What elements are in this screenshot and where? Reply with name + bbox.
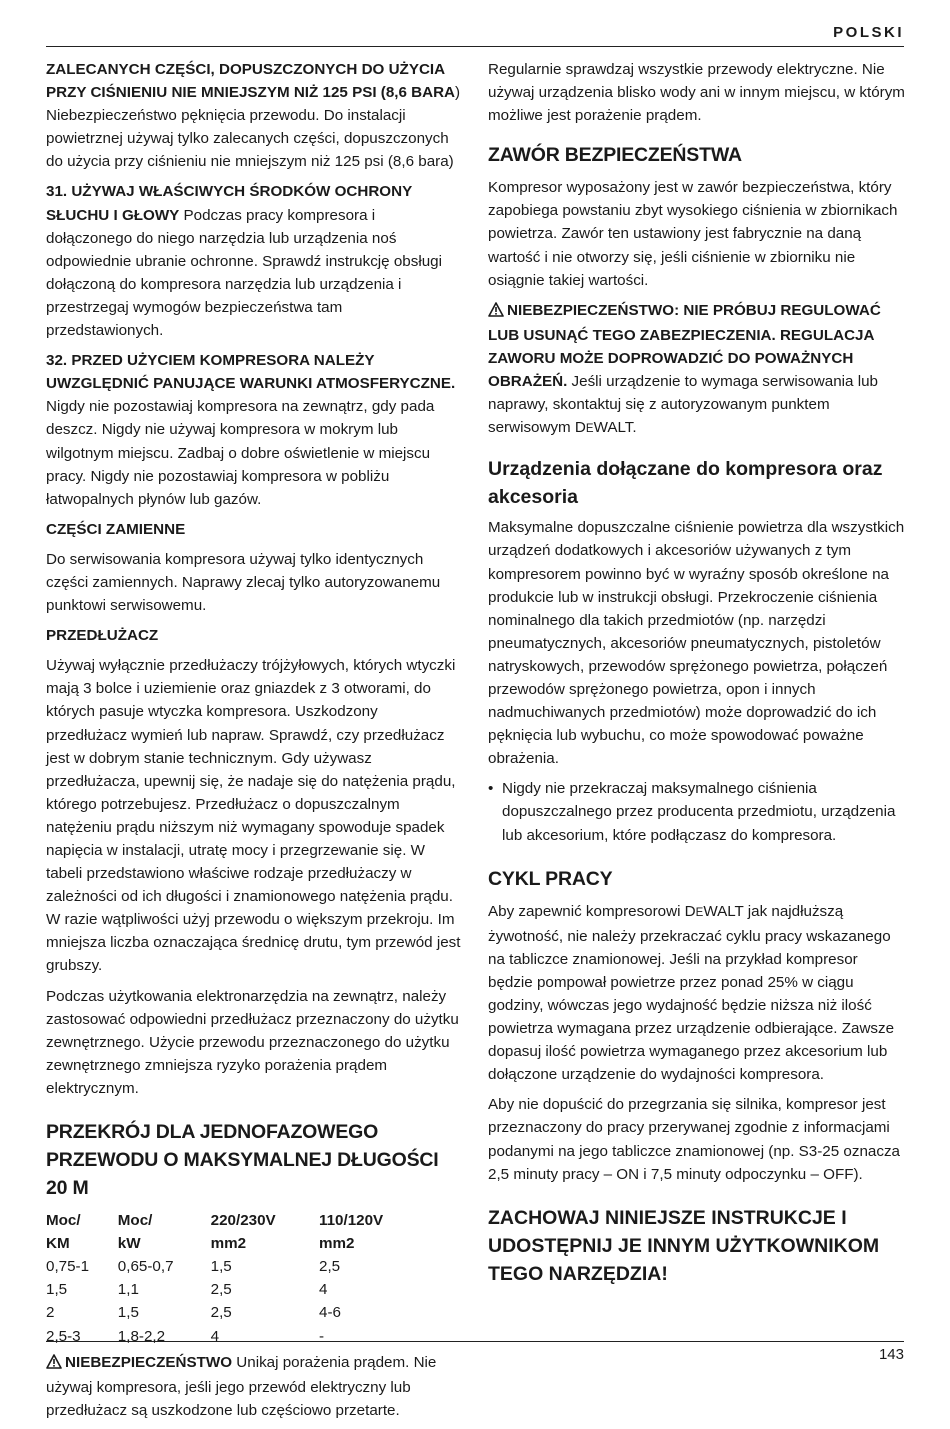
paragraph-weather-conditions (46, 349, 462, 511)
table-cell: 1,5 (117, 1304, 139, 1322)
table-header-cell: mm2 (319, 1235, 355, 1253)
table-cell: 2,5-3 (46, 1327, 81, 1345)
brand-small-cap: E (695, 906, 704, 919)
brand-rest: WALT. (593, 419, 637, 437)
left-column (46, 58, 462, 1429)
table-header-cell: KM (46, 1235, 70, 1253)
table-header-cell: kW (117, 1235, 141, 1253)
accessories-bullet-list (488, 777, 906, 846)
warning-triangle-icon (46, 1353, 62, 1376)
table-row (46, 1278, 426, 1301)
list-item: • Nigdy nie przekraczaj maksymalnego ciśnienia dopuszczalnego przez producenta przedmiotu, urządzenia lub akcesorium, które podłączasz do kompresora. (488, 777, 906, 846)
duty-cycle-text-start: Aby zapewnić kompresorowi D (488, 902, 696, 920)
weather-conditions-bold: 32. PRZED UŻYCIEM KOMPRESORA NALEŻY UWZGLĘDNIĆ PANUJĄCE WARUNKI ATMOSFERYCZNE. (46, 352, 456, 393)
table-header-cell: 110/120V (319, 1212, 384, 1230)
cable-table-heading: PRZEKRÓJ DLA JEDNOFAZOWEGO PRZEWODU O MAKSYMALNEJ DŁUGOŚCI 20 M (46, 1121, 439, 1200)
header-rule (46, 46, 904, 47)
warning-triangle-icon (488, 301, 504, 324)
table-cell: 2,5 (210, 1281, 232, 1299)
table-cell: 1,5 (46, 1281, 68, 1299)
brand-rest: WALT (703, 902, 744, 920)
page-number: 143 (878, 1346, 904, 1363)
hearing-protection-bold: 31. UŻYWAJ WŁAŚCIWYCH ŚRODKÓW OCHRONY SŁUCHU I GŁOWY (46, 183, 412, 224)
table-cell: 1,8-2,2 (117, 1327, 166, 1345)
footer-rule (46, 1341, 904, 1342)
table-cell: 1,1 (117, 1281, 139, 1299)
save-instructions-heading: ZACHOWAJ NINIEJSZE INSTRUKCJE I UDOSTĘPNIJ JE INNYM UŻYTKOWNIKOM TEGO NARZĘDZIA! (488, 1206, 880, 1285)
safety-valve-text: Kompresor wyposażony jest w zawór bezpieczeństwa, który zapobiega powstaniu zbyt wysokiego ciśnienia w zbiornikach powietrza. Zawór ten ustawiony jest fabrycznie na daną wartość i nie otworzy się, jeśli ciśnienie w zbiorniku nie osiągnie takiej wartości. (488, 179, 898, 289)
cable-table (46, 1209, 426, 1348)
spare-parts-heading: CZĘŚCI ZAMIENNE (46, 520, 186, 538)
table-header-row (46, 1232, 426, 1255)
extension-cord-outdoor-text: Podczas użytkowania elektronarzędzia na zewnątrz, należy zastosować odpowiedni przedłużacz przeznaczony do użytku zewnętrznego. Użycie przewodu przeznaczonego do użytku zewnętrznego zmniejsza ryzyko porażenia prądem elektrycznym. (46, 987, 459, 1097)
accessories-text: Maksymalne dopuszczalne ciśnienie powietrza dla wszystkich urządzeń dodatkowych i akcesoriów używanych z tym kompresorem powinno być w wyraźny sposób określone na produkcie lub w instrukcji obsługi. Przekroczenie ciśnienia nominalnego dla takich przedmiotów (np. narzędzi pneumatycznych, akcesoriów pneumatycznych, pistoletów natryskowych, przewodów sprężonego powietrza, połączeń przewodów sprężonego powietrza, opon i innych nadmuchiwanych przedmiotów) może doprowadzić do ich pęknięcia lub wybuchu, co może spowodować poważne obrażenia. (488, 519, 905, 768)
table-cell: 2,5 (210, 1304, 232, 1322)
table-cell: 2 (46, 1304, 55, 1322)
shock-warning-text: Unikaj porażenia prądem. Nie używaj kompresora, jeśli jego przewód elektryczny lub przedłużacz są uszkodzone lub częściowo przetarte. (46, 1353, 437, 1419)
table-cell: 2,5 (319, 1258, 341, 1276)
right-column (488, 58, 906, 1288)
duty-cycle-heading: CYKL PRACY (488, 867, 613, 890)
parts-pressure-bold: ZALECANYCH CZĘŚCI, DOPUSZCZONYCH DO UŻYCIA PRZY CIŚNIENIU NIE MNIEJSZYM NIŻ 125 PSI (8,6 BARA (46, 61, 456, 102)
table-cell: - (319, 1327, 325, 1345)
spare-parts-text: Do serwisowania kompresora używaj tylko identycznych części zamiennych. Naprawy zlecaj tylko autoryzowanemu punktowi serwisowemu. (46, 550, 441, 615)
table-row (46, 1325, 426, 1348)
table-cell: 4 (210, 1327, 220, 1345)
table-cell: 4 (319, 1281, 328, 1299)
safety-valve-warning (488, 299, 906, 442)
table-header-row (46, 1209, 426, 1232)
language-tag: POLSKI (833, 24, 904, 41)
paragraph-hearing-protection (46, 180, 462, 342)
weather-conditions-text: Nigdy nie pozostawiaj kompresora na zewnątrz, gdy pada deszcz. Nigdy nie używaj kompresora w mokrym lub wilgotnym miejscu. Zadbaj o dobre oświetlenie w miejscu pracy. Nigdy nie pozostawiaj kompresora w pobliżu łatwopalnych płynów lub gazów. (46, 398, 435, 508)
table-cell: 0,65-0,7 (117, 1258, 174, 1276)
paragraph-parts-pressure (46, 58, 462, 173)
accessories-heading: Urządzenia dołączane do kompresora oraz akcesoria (488, 458, 883, 509)
table-header-cell: Moc/ (46, 1212, 81, 1230)
parts-pressure-text: ) Niebezpieczeństwo pęknięcia przewodu. Do instalacji powietrznej używaj tylko zalecanych części, dopuszczonych do użycia przy ciśnieniu nie mniejszym niż 125 psi (8,6 bara) (46, 84, 461, 171)
brand-small-cap: E (585, 423, 594, 436)
table-row (46, 1255, 426, 1278)
safety-valve-warning-bold: NIEBEZPIECZEŃSTWO: NIE PRÓBUJ REGULOWAĆ LUB USUNĄĆ TEGO ZABEZPIECZENIA. REGULACJA ZAWORU MOŻE DOPROWADZIĆ DO POWAŻNYCH OBRAŻEŃ. (488, 301, 881, 391)
electrical-check-text: Regularnie sprawdzaj wszystkie przewody elektryczne. Nie używaj urządzenia blisko wody ani w innym miejscu, w którym możliwe jest porażenie prądem. (488, 61, 905, 125)
shock-warning-bold: NIEBEZPIECZEŃSTWO (65, 1353, 233, 1371)
table-header-cell: 220/230V (210, 1212, 276, 1230)
safety-valve-heading: ZAWÓR BEZPIECZEŃSTWA (488, 144, 742, 167)
extension-cord-text: Używaj wyłącznie przedłużaczy trójżyłowych, których wtyczki mają 3 bolce i uziemienie oraz gniazdek z 3 otworami, do których pasuje wtyczka kompresora. Uszkodzony przedłużacz wymień lub napraw. Sprawdź, czy przedłużacz jest w dobrym stanie technicznym. Gdy używasz przedłużacza, upewnij się, że nadaje się do natężenia prądu, którego potrzebujesz. Przedłużacz o dopuszczalnym natężeniu prądu niższym niż wymagany spowoduje spadek napięcia w instalacji, utratę mocy i przegrzewanie się. W tabeli przedstawiono właściwe rodzaje przedłużaczy w zależności od ich długości i znamionowego natężenia prądu. W razie wątpliwości użyj przewodu o większym przekroju. Im mniejsza liczba oznaczająca średnicę drutu, tym przewód jest grubszy. (46, 657, 461, 975)
extension-cord-heading: PRZEDŁUŻACZ (46, 627, 159, 645)
hearing-protection-text: Podczas pracy kompresora i dołączonego do niego narzędzia lub urządzenia noś odpowiednie ubranie ochronne. Sprawdź instrukcję obsługi dołączoną do kompresora narzędzia lub urządzenia i przestrzegaj wymogów bezpieczeństwa tam przedstawionych. (46, 206, 442, 340)
duty-cycle-text (488, 900, 906, 1087)
table-cell: 1,5 (210, 1258, 232, 1276)
table-row (46, 1301, 426, 1324)
table-cell: 0,75-1 (46, 1258, 90, 1276)
duty-cycle-text-end: jak najdłuższą żywotność, nie należy przekraczać cyklu pracy wskazanego na tabliczce znamionowej. Jeśli na przykład kompresor będzie pompował powietrze przez ponad 25% w ciągu godziny, wówczas jego wydajność będzie niższa niż ilość powietrza wymagana przez urządzenie odbierające. Zawsze dopasuj ilość powietrza wymaganego przez akcesorium lub dołączone urządzenie do wydajności kompresora. (488, 902, 895, 1084)
duty-cycle-overheat-text: Aby nie dopuścić do przegrzania się silnika, kompresor jest przeznaczony do pracy przerywanej zgodnie z informacjami podanymi na jego tabliczce znamionowej (np. S3-25 oznacza 2,5 minuty pracy – ON i 7,5 minuty odpoczynku – OFF). (488, 1096, 900, 1183)
table-cell: 4-6 (319, 1304, 341, 1322)
safety-valve-warning-text: Jeśli urządzenie to wymaga serwisowania lub naprawy, skontaktuj się z autoryzowanym punktem serwisowym D (488, 373, 878, 437)
table-header-cell: Moc/ (117, 1212, 153, 1230)
shock-warning (46, 1351, 462, 1422)
table-header-cell: mm2 (210, 1235, 247, 1253)
